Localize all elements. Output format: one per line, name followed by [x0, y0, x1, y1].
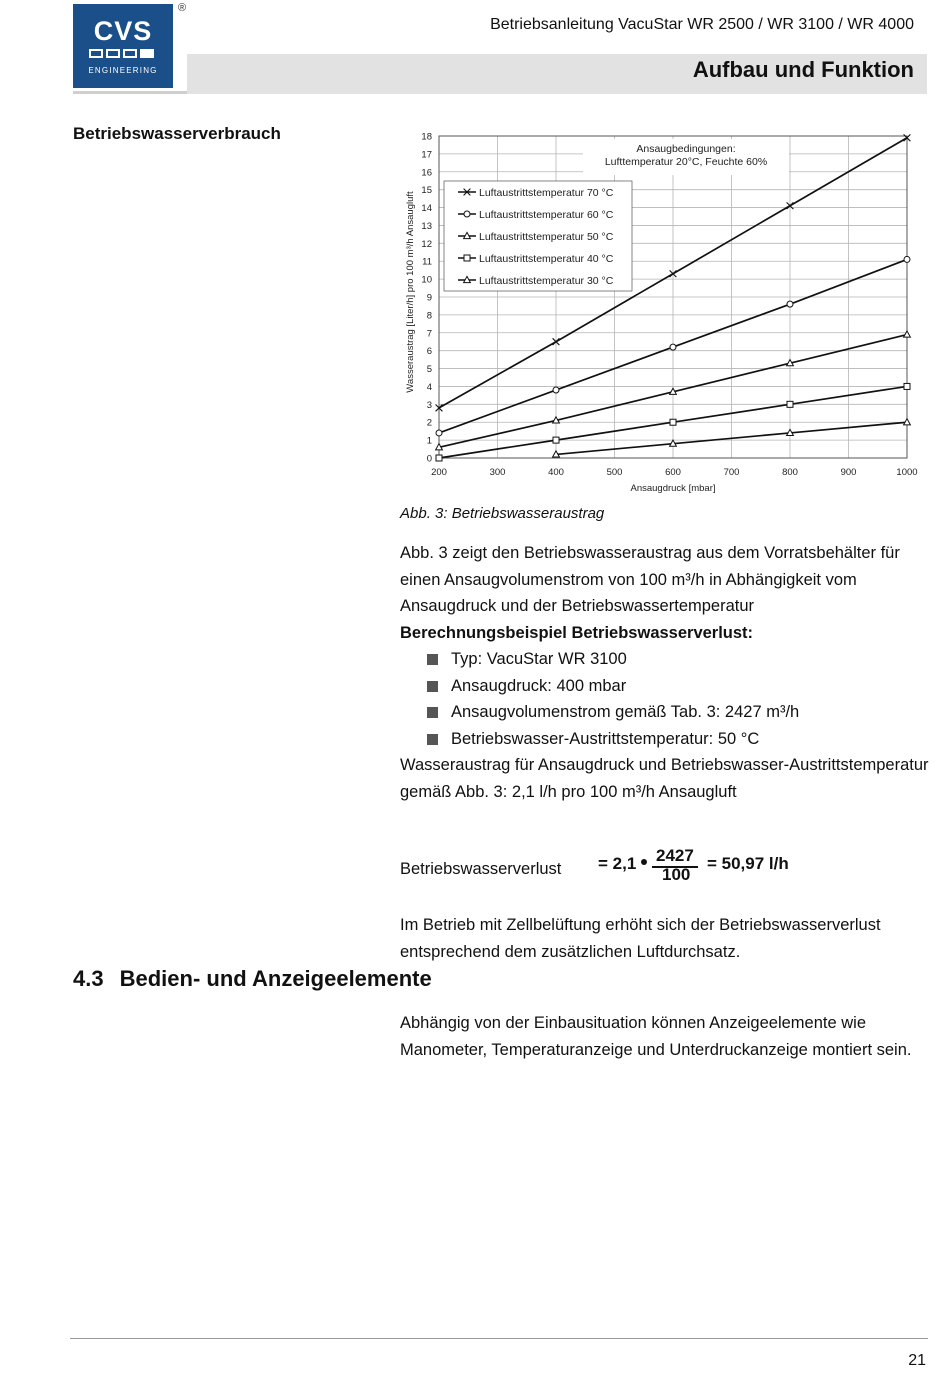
company-logo: [73, 4, 173, 88]
paragraph-discharge-value: Wasseraustrag für Ansaugdruck und Betriebswasser-Austrittstemperatur gemäß Abb. 3: 2,1 l/h pro 100 m³/h Ansaugluft: [400, 756, 929, 801]
paragraph-cell-ventilation: Im Betrieb mit Zellbelüftung erhöht sich der Betriebswasserverlust entsprechend dem zusätzlichen Luftdurchsatz.: [400, 916, 881, 961]
section-number: 4.3: [73, 966, 104, 991]
y-tick-label: 10: [421, 274, 432, 286]
legend-item: [458, 275, 614, 287]
y-tick-label: 1: [426, 435, 432, 447]
legend-label: Luftaustrittstemperatur 40 °C: [479, 252, 614, 265]
document-title: Betriebsanleitung VacuStar WR 2500 / WR 3100 / WR 4000: [490, 16, 914, 33]
y-tick-label: 14: [421, 203, 432, 215]
y-tick-label: 12: [421, 238, 432, 250]
legend: [444, 181, 632, 291]
marker-circle: [553, 387, 559, 393]
side-heading: Betriebswasserverbrauch: [73, 124, 281, 143]
logo-underline: [73, 91, 187, 94]
marker-square: [670, 419, 676, 425]
y-tick-label: 13: [421, 220, 432, 232]
formula-label: Betriebswasserverlust: [400, 860, 562, 878]
page-number: 21: [908, 1352, 926, 1369]
x-tick-label: 700: [723, 467, 740, 478]
annotation-line: Ansaugbedingungen:: [636, 143, 736, 155]
x-tick-label: 900: [840, 467, 857, 478]
footer-rule: [70, 1338, 928, 1339]
list-item: Betriebswasser-Austrittstemperatur: 50 °C: [400, 726, 799, 753]
annotation-line: Lufttemperatur 20°C, Feuchte 60%: [604, 156, 768, 168]
x-tick-label: 1000: [896, 467, 918, 478]
marker-square: [553, 437, 559, 443]
bullet-square-icon: [427, 681, 438, 692]
bullet-square-icon: [427, 734, 438, 745]
y-tick-label: 7: [426, 328, 432, 340]
formula-numerator: 2427: [656, 846, 694, 865]
marker-square: [436, 455, 442, 461]
y-tick-label: 0: [426, 453, 432, 465]
legend-item: [458, 231, 614, 243]
legend-label: Luftaustrittstemperatur 60 °C: [479, 208, 614, 221]
calculation-heading: Berechnungsbeispiel Betriebswasserverlust:: [400, 624, 754, 642]
marker-circle: [670, 344, 676, 350]
x-tick-label: 800: [782, 467, 798, 478]
logo-wordmark: CVS: [93, 16, 153, 46]
legend-label: Luftaustrittstemperatur 50 °C: [479, 230, 614, 243]
x-tick-label: 600: [665, 467, 681, 478]
formula-result: = 50,97 l/h: [707, 854, 789, 873]
calculation-parameters-list: [400, 646, 799, 752]
list-item: Ansaugvolumenstrom gemäß Tab. 3: 2427 m³/h: [400, 699, 799, 726]
y-tick-label: 11: [422, 256, 432, 268]
marker-circle: [904, 256, 910, 262]
paragraph-display-elements: Abhängig von der Einbausituation können Anzeigeelemente wie Manometer, Temperaturanzeige und Unterdruckanzeige montiert sein.: [400, 1014, 912, 1059]
marker-square: [787, 401, 793, 407]
y-tick-label: 18: [421, 131, 432, 143]
x-tick-label: 400: [548, 467, 564, 478]
section-title: Aufbau und Funktion: [692, 57, 914, 82]
formula-factor: = 2,1: [598, 854, 637, 873]
marker-circle: [464, 211, 470, 217]
x-tick-label: 200: [431, 467, 447, 478]
formula-denominator: 100: [662, 865, 691, 884]
y-tick-label: 9: [426, 292, 432, 304]
y-tick-label: 4: [426, 381, 432, 393]
section-heading-4-3: [73, 966, 432, 992]
water-discharge-chart: [395, 122, 920, 502]
x-axis-label: Ansaugdruck [mbar]: [630, 483, 716, 494]
marker-circle: [787, 301, 793, 307]
marker-circle: [436, 430, 442, 436]
annotation: [583, 139, 789, 175]
logo-subtitle: ENGINEERING: [88, 66, 158, 75]
bullet-square-icon: [427, 654, 438, 665]
y-tick-label: 15: [421, 185, 432, 197]
legend-item: [458, 253, 614, 265]
y-tick-label: 5: [426, 364, 432, 376]
x-tick-label: 500: [606, 467, 623, 478]
list-item: Ansaugdruck: 400 mbar: [400, 673, 799, 700]
legend-item: [458, 187, 614, 199]
y-tick-label: 16: [421, 167, 432, 179]
registered-mark: ®: [178, 2, 187, 14]
multiply-dot-icon: [641, 859, 647, 865]
y-tick-label: 2: [426, 417, 432, 429]
y-tick-label: 8: [426, 310, 432, 322]
paragraph-chart-description: Abb. 3 zeigt den Betriebswasseraustrag aus dem Vorratsbehälter für einen Ansaugvolumenstrom von 100 m³/h in Abhängigkeit vom Ansaugdruck und der Betriebswassertemperatur: [400, 544, 900, 615]
x-tick-label: 300: [489, 467, 506, 478]
bullet-square-icon: [427, 707, 438, 718]
marker-square: [904, 383, 910, 389]
section-heading-text: Bedien- und Anzeigeelemente: [119, 966, 432, 991]
legend-item: [458, 209, 614, 221]
legend-label: Luftaustrittstemperatur 70 °C: [479, 186, 614, 199]
legend-label: Luftaustrittstemperatur 30 °C: [479, 274, 614, 287]
marker-triangle: [904, 331, 911, 337]
logo-boxes-icon: [89, 49, 154, 58]
y-tick-label: 3: [426, 399, 432, 411]
y-tick-label: 17: [421, 149, 432, 161]
marker-square: [464, 255, 470, 261]
list-item: Typ: VacuStar WR 3100: [400, 646, 799, 673]
y-tick-label: 6: [426, 346, 432, 358]
figure-caption: Abb. 3: Betriebswasseraustrag: [400, 505, 605, 522]
y-axis-label: Wasseraustrag [Liter/h] pro 100 m³/h Ansaugluft: [405, 191, 416, 393]
